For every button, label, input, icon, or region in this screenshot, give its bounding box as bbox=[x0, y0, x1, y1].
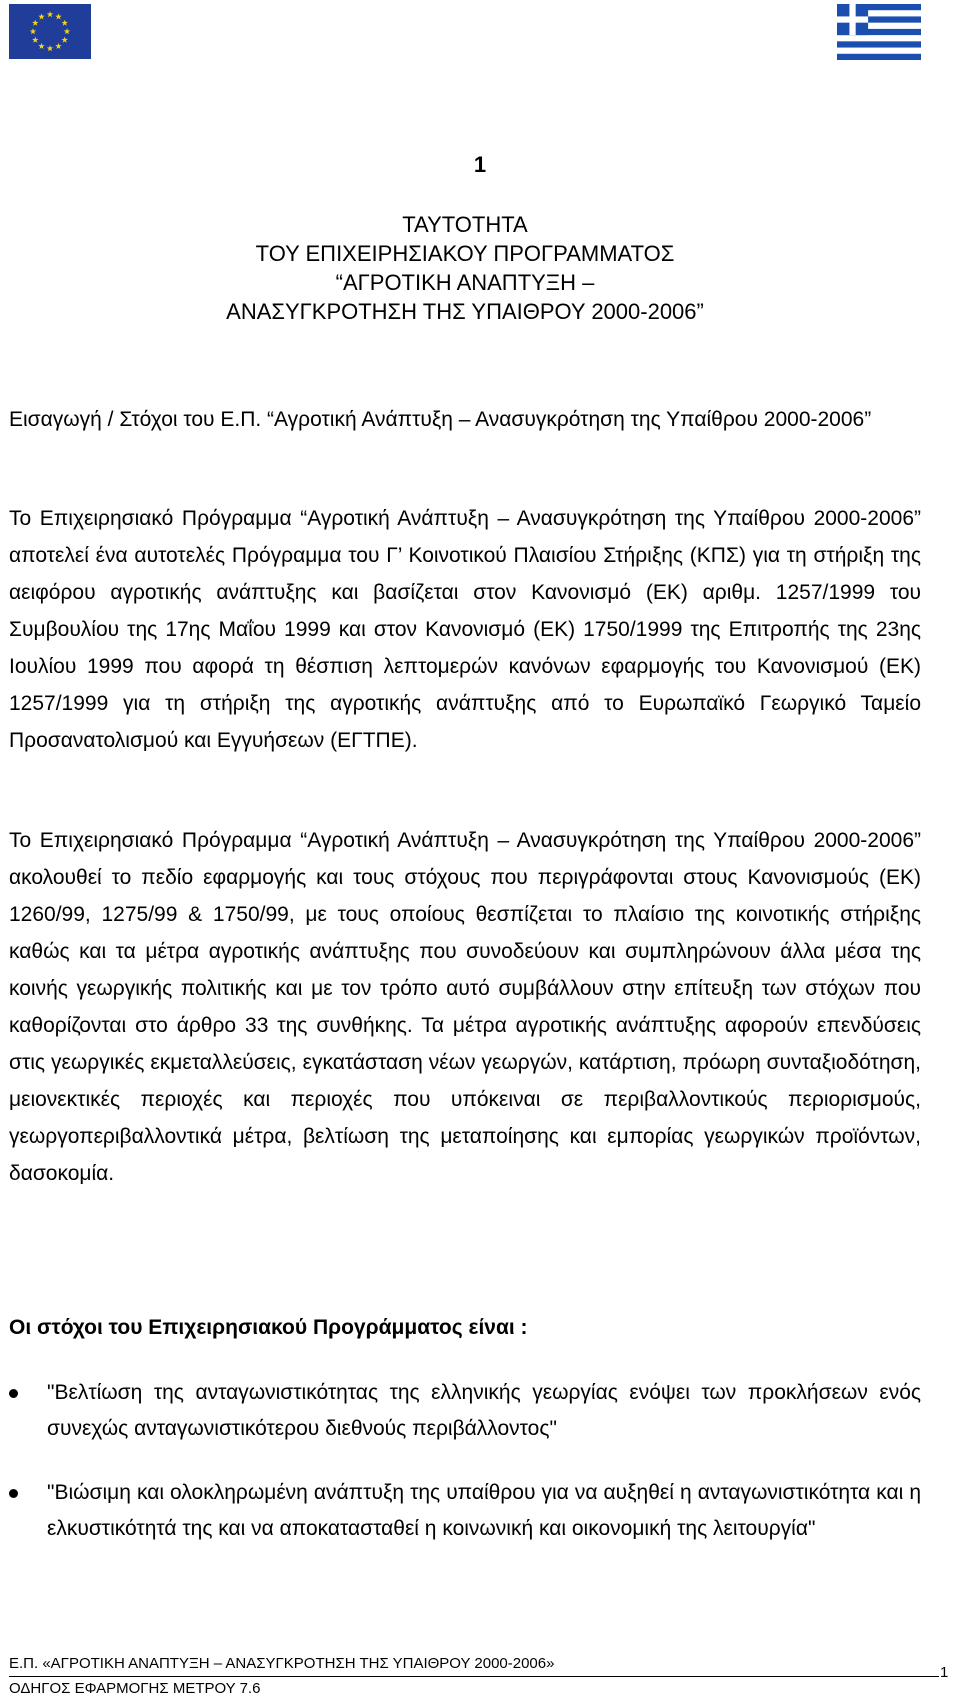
goal-text: "Βελτίωση της ανταγωνιστικότητας της ελληνικής γεωργίας ενόψει των προκλήσεων ενός συνεχώς ανταγωνιστικότερου διεθνούς περιβάλλοντος" bbox=[47, 1381, 921, 1440]
eu-star-icon bbox=[32, 20, 38, 26]
title-line: ΑΝΑΣΥΓΚΡΟΤΗΣΗ ΤΗΣ ΥΠΑΙΘΡΟΥ 2000-2006” bbox=[226, 299, 704, 324]
title-line: “ΑΓΡΟΤΙΚΗ ΑΝΑΠΤΥΞΗ – bbox=[335, 270, 595, 295]
footer-program-name: Ε.Π. «ΑΓΡΟΤΙΚΗ ΑΝΑΠΤΥΞΗ – ΑΝΑΣΥΓΚΡΟΤΗΣΗ ΤΗΣ ΥΠΑΙΘΡΟΥ 2000-2006» bbox=[9, 1655, 555, 1672]
flag-stripe bbox=[837, 41, 921, 47]
eu-star-icon bbox=[55, 43, 61, 49]
title-line: ΤΑΥΤΟΤΗΤΑ bbox=[402, 212, 528, 237]
goals-list bbox=[0, 1375, 921, 1575]
list-item bbox=[0, 1475, 921, 1547]
footer-divider bbox=[9, 1676, 939, 1677]
eu-star-icon bbox=[30, 28, 36, 34]
goals-heading: Οι στόχοι του Επιχειρησιακού Προγράμματος είναι : bbox=[9, 1316, 528, 1339]
eu-star-icon bbox=[64, 28, 70, 34]
bullet-icon bbox=[9, 1389, 18, 1398]
paragraph-2: Το Επιχειρησιακό Πρόγραμμα “Αγροτική Ανάπτυξη – Ανασυγκρότηση της Υπαίθρου 2000-2006” ακολουθεί το πεδίο εφαρμογής και τους στόχους που περιγράφονται στους Κανονισμούς (ΕΚ) 1260/99, 1275/99 & 1750/99, με τους οποίους θεσπίζεται το πλαίσιο της κοινοτικής στήριξης καθώς και τα μέτρα αγροτικής ανάπτυξης που συνοδεύουν και συμπληρώνουν άλλα μέσα της κοινής γεωργικής πολιτικής και με τον τρόπο αυτό συμβάλλουν στην επίτευξη των στόχων που καθορίζονται στο άρθρο 33 της συνθήκης. Τα μέτρα αγροτικής ανάπτυξης αφορούν επενδύσεις στις γεωργικές εκμεταλλεύσεις, εγκατάσταση νέων γεωργών, κατάρτιση, πρόωρη συνταξιοδότηση, μειονεκτικές περιοχές και περιοχές που υπόκειναι σε περιβαλλοντικούς περιορισμούς, γεωργοπεριβαλλοντικά μέτρα, βελτίωση της μεταποίησης και εμπορίας γεωργικών προϊόντων, δασοκομία. bbox=[9, 829, 921, 1185]
document-title bbox=[0, 210, 930, 326]
paragraph-1: Το Επιχειρησιακό Πρόγραμμα “Αγροτική Ανάπτυξη – Ανασυγκρότηση της Υπαίθρου 2000-2006” αποτελεί ένα αυτοτελές Πρόγραμμα του Γ’ Κοινοτικού Πλαισίου Στήριξης (ΚΠΣ) για τη στήριξη της αειφόρου αγροτικής ανάπτυξης και βασίζεται στον Κανονισμό (ΕΚ) αριθμ. 1257/1999 του Συμβουλίου της 17ης Μαΐου 1999 και στον Κανονισμό (ΕΚ) 1750/1999 της Επιτροπής της 23ης Ιουλίου 1999 που αφορά τη θέσπιση λεπτομερών κανόνων εφαρμογής του Κανονισμού (ΕΚ) 1257/1999 για τη στήριξη της αγροτικής ανάπτυξης από το Ευρωπαϊκό Γεωργικό Ταμείο Προσανατολισμού και Εγγυήσεων (ΕΓΤΠΕ). bbox=[9, 507, 921, 752]
page-number: 1 bbox=[473, 152, 487, 177]
footer-guide-name: ΟΔΗΓΟΣ ΕΦΑΡΜΟΓΗΣ ΜΕΤΡΟΥ 7.6 bbox=[9, 1680, 261, 1697]
greek-flag-logo bbox=[837, 4, 921, 60]
intro-heading: Εισαγωγή / Στόχοι του Ε.Π. “Αγροτική Ανάπτυξη – Ανασυγκρότηση της Υπαίθρου 2000-2006” bbox=[9, 408, 872, 431]
eu-star-icon bbox=[38, 43, 44, 49]
eu-star-icon bbox=[61, 37, 67, 43]
eu-star-icon bbox=[55, 13, 61, 19]
eu-flag-logo bbox=[9, 4, 91, 59]
eu-star-icon bbox=[32, 37, 38, 43]
title-line: ΤΟΥ ΕΠΙΧΕΙΡΗΣΙΑΚΟΥ ΠΡΟΓΡΑΜΜΑΤΟΣ bbox=[255, 241, 675, 266]
flag-cross bbox=[837, 16, 868, 22]
eu-star-icon bbox=[47, 11, 53, 17]
flag-stripe bbox=[837, 54, 921, 60]
eu-star-icon bbox=[47, 45, 53, 51]
goal-text: "Βιώσιμη και ολοκληρωμένη ανάπτυξη της υπαίθρου για να αυξηθεί η ανταγωνιστικότητα και η ελκυστικότητά της και να αποκατασταθεί η κοινωνική και οικονομική της λειτουργία" bbox=[47, 1481, 921, 1540]
eu-star-icon bbox=[38, 13, 44, 19]
list-item bbox=[0, 1375, 921, 1447]
footer-page-number: 1 bbox=[940, 1664, 949, 1681]
bullet-icon bbox=[9, 1489, 18, 1498]
eu-star-icon bbox=[61, 20, 67, 26]
